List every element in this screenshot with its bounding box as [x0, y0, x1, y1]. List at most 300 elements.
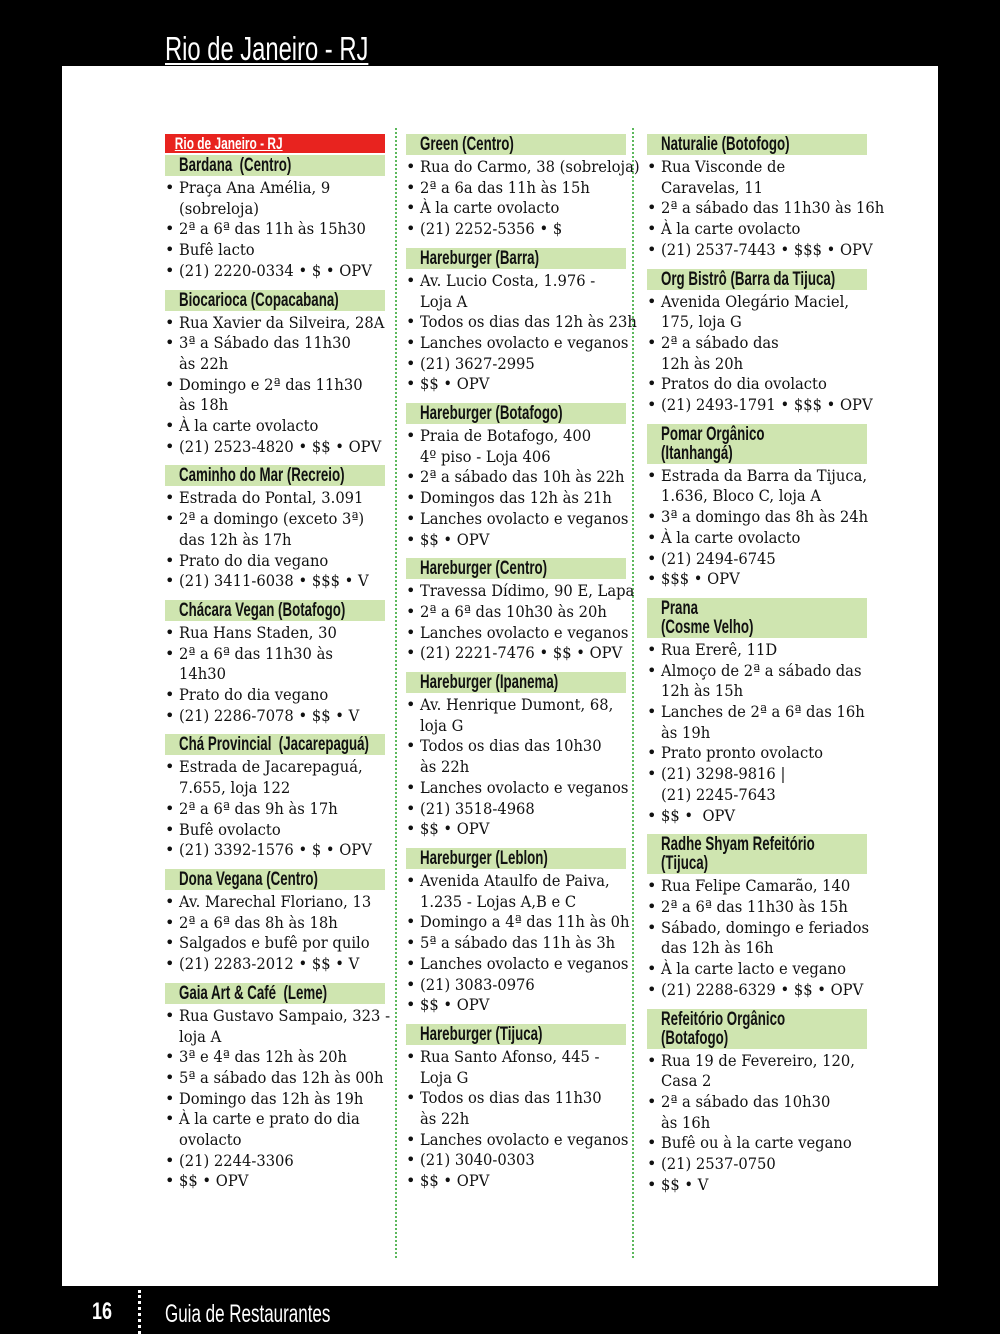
restaurant-details — [165, 488, 385, 592]
restaurant-name: Biocarioca (Copacabana) — [179, 289, 339, 311]
detail-line — [165, 1005, 391, 1027]
detail-text: 1.636, Bloco C, loja A — [661, 486, 821, 506]
restaurant-entry — [165, 982, 391, 1192]
restaurant-entry — [406, 1023, 629, 1192]
detail-line — [406, 1150, 626, 1171]
column-divider — [632, 128, 634, 1258]
detail-text: Lanches ovolacto e veganos — [420, 332, 629, 352]
detail-text: À la carte ovolacto — [661, 219, 801, 239]
detail-text: 175, loja G — [661, 312, 742, 332]
detail-text: Lanches ovolacto e veganos — [420, 953, 629, 973]
restaurant-entry — [406, 247, 637, 395]
detail-line — [647, 486, 867, 507]
detail-text: Rua Hans Staden, 30 — [179, 622, 337, 642]
detail-line — [647, 980, 867, 1001]
detail-line — [647, 897, 867, 918]
detail-line — [406, 643, 626, 664]
detail-text: às 22h — [420, 1109, 470, 1129]
detail-text: (21) 3518-4968 — [420, 798, 535, 818]
detail-line — [647, 569, 867, 590]
detail-text: (21) 2523-4820 • $$ • OPV — [179, 436, 382, 456]
detail-line — [647, 354, 867, 375]
detail-text: Rua Gustavo Sampaio, 323 - — [179, 1005, 391, 1025]
detail-line — [165, 416, 385, 437]
restaurant-name: Pomar Orgânico (Itanhangá) — [661, 423, 765, 464]
detail-text: 2ª a sábado das 11h30 às 16h — [661, 198, 885, 218]
detail-line — [165, 954, 385, 975]
detail-line — [406, 602, 626, 623]
restaurant-details — [406, 426, 629, 550]
detail-text: Estrada de Jacarepaguá, — [179, 757, 363, 777]
detail-text: Av. Lucio Costa, 1.976 - — [420, 270, 596, 290]
restaurant-name-bar — [165, 465, 385, 486]
detail-text: À la carte lacto e vegano — [661, 959, 846, 979]
detail-text: Rua Santo Afonso, 445 - — [420, 1046, 600, 1066]
detail-text: 5ª a sábado das 11h às 3h — [420, 933, 616, 953]
detail-text: 2ª a 6ª das 11h30 às — [179, 643, 333, 663]
region-header — [165, 134, 385, 153]
detail-text: 12h às 20h — [661, 353, 744, 373]
detail-line — [406, 354, 626, 375]
detail-line — [406, 467, 626, 488]
detail-line — [647, 466, 867, 487]
restaurant-entry — [165, 155, 385, 282]
restaurant-details — [647, 1051, 867, 1196]
restaurant-name-bar — [647, 134, 867, 155]
detail-line — [165, 644, 385, 665]
detail-text: 2ª a 6ª das 9h às 17h — [179, 798, 338, 818]
detail-text: Lanches ovolacto e veganos — [420, 777, 629, 797]
detail-text: loja A — [179, 1026, 222, 1046]
restaurant-name-bar — [165, 983, 385, 1004]
restaurant-entry — [647, 598, 867, 826]
detail-text: Rua Xavier da Silveira, 28A — [179, 312, 385, 332]
detail-line — [165, 313, 385, 334]
detail-text: $$ • OPV — [420, 374, 490, 394]
detail-line — [165, 530, 385, 551]
detail-line — [406, 819, 626, 840]
restaurant-name-bar — [406, 134, 626, 155]
detail-line — [647, 178, 867, 199]
detail-line — [406, 530, 626, 551]
detail-line — [165, 1171, 385, 1192]
detail-text: (21) 2221-7476 • $$ • OPV — [420, 643, 623, 663]
detail-text: 2ª a 6a das 11h às 15h — [420, 177, 590, 197]
detail-text: $$ • OPV — [661, 805, 736, 825]
detail-line — [406, 716, 626, 737]
restaurant-name: Caminho do Mar (Recreio) — [179, 465, 345, 487]
detail-line — [406, 1129, 629, 1151]
detail-text: (21) 2288-6329 • $$ • OPV — [661, 979, 864, 999]
detail-line — [165, 437, 385, 458]
detail-line — [406, 488, 626, 509]
detail-line — [165, 375, 385, 396]
detail-line — [647, 157, 867, 178]
restaurant-entry — [647, 424, 867, 590]
detail-line — [406, 871, 626, 892]
restaurant-name: Naturalie (Botofogo) — [661, 134, 790, 155]
detail-text: 3ª a Sábado das 11h30 — [179, 333, 351, 353]
restaurant-entry — [165, 465, 385, 592]
detail-text: (21) 2252-5356 • $ — [420, 219, 563, 239]
restaurant-name: Hareburger (Ipanema) — [420, 672, 559, 694]
detail-line — [406, 912, 630, 933]
detail-line — [647, 785, 867, 806]
detail-text: Rua Ererê, 11D — [661, 639, 778, 659]
restaurant-name-bar — [165, 600, 385, 621]
restaurant-details — [165, 892, 385, 975]
detail-line — [647, 917, 870, 939]
restaurant-details — [406, 695, 629, 840]
detail-text: Lanches de 2ª a 6ª das 16h — [661, 702, 865, 722]
detail-line — [647, 702, 867, 723]
detail-text: às 16h — [661, 1112, 711, 1132]
detail-text: 14h30 — [179, 664, 226, 684]
detail-line — [406, 374, 626, 395]
detail-line — [406, 622, 629, 644]
detail-text: Lanches ovolacto e veganos — [420, 1129, 629, 1149]
detail-text: (21) 3298-9816 | — [661, 764, 786, 784]
detail-text: Todos os dias das 10h30 — [420, 736, 602, 756]
restaurant-entry — [165, 600, 385, 727]
detail-text: (21) 2537-0750 — [661, 1154, 776, 1174]
detail-line — [406, 271, 626, 292]
detail-line — [647, 938, 867, 959]
restaurant-name: Bardana (Centro) — [179, 155, 292, 176]
restaurant-details — [647, 876, 870, 1000]
detail-line — [406, 1171, 626, 1192]
detail-text: 2ª a 6ª das 8h às 18h — [179, 912, 338, 932]
detail-text: Av. Marechal Floriano, 13 — [179, 891, 372, 911]
page-title: Rio de Janeiro - RJ — [165, 30, 369, 67]
detail-line — [406, 332, 629, 354]
detail-text: (21) 2537-7443 • $$$ • OPV — [661, 239, 873, 259]
detail-text: Av. Henrique Dumont, 68, — [420, 695, 614, 715]
restaurant-name: Org Bistrô (Barra da Tijuca) — [661, 268, 836, 290]
restaurant-details — [165, 623, 385, 727]
detail-text: Praça Ana Amélia, 9 — [179, 178, 331, 197]
detail-line — [406, 198, 626, 219]
restaurant-name-bar — [165, 290, 385, 311]
restaurant-entry — [165, 734, 385, 861]
restaurant-details — [406, 581, 635, 664]
detail-text: (21) 2245-7643 — [661, 784, 776, 804]
detail-line — [406, 157, 640, 178]
detail-line — [165, 395, 385, 416]
detail-text: $$ • OPV — [420, 995, 490, 1015]
detail-text: 1.235 - Lojas A,B e C — [420, 891, 577, 911]
detail-text: $$ • OPV — [420, 1171, 490, 1191]
detail-text: $$ • OPV — [420, 529, 490, 549]
detail-text: (21) 2494-6745 — [661, 548, 776, 568]
detail-text: Travessa Dídimo, 90 E, Lapa — [420, 581, 635, 601]
detail-line — [165, 509, 385, 530]
detail-text: Todos os dias das 11h30 — [420, 1088, 602, 1108]
restaurant-entry — [647, 834, 870, 1000]
footer-separator — [138, 1290, 141, 1334]
detail-text: $$$ • OPV — [661, 569, 740, 589]
detail-line — [647, 723, 867, 744]
detail-text: Prato do dia vegano — [179, 550, 329, 570]
detail-text: 4º piso - Loja 406 — [420, 446, 551, 466]
detail-text: Bufê lacto — [179, 240, 255, 260]
detail-line — [647, 681, 867, 702]
restaurant-details — [647, 291, 873, 416]
detail-text: às 19h — [661, 722, 711, 742]
region-header-label: Rio de Janeiro - RJ — [174, 134, 283, 153]
detail-line — [165, 333, 385, 354]
detail-text: 3ª e 4ª das 12h às 20h — [179, 1047, 348, 1067]
detail-line — [165, 820, 385, 841]
detail-text: (21) 2493-1791 • $$$ • OPV — [661, 395, 873, 415]
restaurant-entry — [406, 847, 630, 1016]
detail-text: 12h às 15h — [661, 681, 744, 701]
detail-line — [165, 1130, 385, 1151]
detail-text: às 22h — [179, 353, 229, 373]
detail-text: À la carte ovolacto — [179, 416, 319, 436]
detail-line — [406, 219, 626, 240]
detail-line — [165, 706, 385, 727]
detail-line — [165, 551, 385, 572]
restaurant-details — [165, 757, 385, 861]
detail-line — [165, 778, 385, 799]
detail-text: (21) 3627-2995 — [420, 353, 535, 373]
detail-line — [165, 571, 385, 592]
detail-text: Caravelas, 11 — [661, 177, 764, 197]
detail-text: À la carte ovolacto — [661, 527, 801, 547]
detail-text: 2ª a 6ª das 11h30 às 15h — [661, 896, 848, 916]
detail-line — [165, 664, 385, 685]
detail-text: Prato pronto ovolacto — [661, 743, 823, 763]
detail-line — [165, 757, 385, 778]
detail-line — [647, 661, 867, 682]
detail-text: Bufê ou à la carte vegano — [661, 1133, 852, 1153]
detail-line — [406, 995, 626, 1016]
detail-text: Rua Visconde de — [661, 157, 786, 176]
detail-text: 2ª a domingo (exceto 3ª) — [179, 509, 365, 529]
restaurant-entry — [647, 1009, 867, 1196]
detail-line — [647, 1071, 867, 1092]
restaurant-name-bar — [647, 269, 867, 290]
detail-text: (21) 2244-3306 — [179, 1150, 294, 1170]
detail-text: 2ª a sábado das — [661, 332, 779, 352]
detail-line — [165, 840, 385, 861]
detail-text: 2ª a sábado das 10h30 — [661, 1091, 831, 1111]
detail-text: Lanches ovolacto e veganos — [420, 622, 629, 642]
restaurant-entry — [647, 268, 873, 416]
restaurant-details — [647, 640, 867, 826]
detail-line — [165, 199, 385, 220]
restaurant-name: Hareburger (Leblon) — [420, 847, 548, 869]
restaurant-details — [165, 313, 385, 458]
detail-text: Rua do Carmo, 38 (sobreloja) — [420, 157, 640, 176]
detail-line — [647, 507, 867, 528]
restaurant-name: Radhe Shyam Refeitório (Tijuca) — [661, 834, 815, 875]
detail-line — [406, 777, 629, 799]
restaurant-entry — [406, 134, 640, 240]
restaurant-name-bar — [406, 558, 626, 579]
detail-line — [406, 695, 626, 716]
detail-line — [406, 292, 626, 313]
detail-line — [165, 1151, 385, 1172]
detail-line — [647, 219, 867, 240]
restaurant-name-bar — [647, 598, 867, 638]
detail-line — [165, 354, 385, 375]
restaurant-name-bar — [647, 834, 867, 874]
restaurant-details — [406, 1046, 629, 1192]
restaurant-name-bar — [406, 848, 626, 869]
detail-text: Sábado, domingo e feriados — [661, 917, 870, 937]
detail-line — [406, 426, 626, 447]
detail-text: Loja G — [420, 1067, 469, 1087]
restaurant-name: Chá Provincial (Jacarepaguá) — [179, 734, 369, 756]
detail-line — [406, 1088, 626, 1109]
detail-text: Lanches ovolacto e veganos — [420, 508, 629, 528]
restaurant-name-bar — [406, 672, 626, 693]
restaurant-details — [406, 870, 630, 1016]
detail-text: Rua Felipe Camarão, 140 — [661, 876, 851, 896]
detail-text: às 18h — [179, 395, 229, 415]
detail-text: das 12h às 16h — [661, 938, 774, 958]
detail-line — [406, 447, 626, 468]
detail-text: (21) 3411-6038 • $$$ • V — [179, 571, 369, 591]
detail-text: Salgados e bufê por quilo — [179, 933, 370, 953]
restaurant-entry — [165, 290, 385, 458]
restaurant-name-bar — [406, 403, 626, 424]
detail-text: Rua 19 de Fevereiro, 120, — [661, 1050, 855, 1070]
column-2 — [406, 134, 640, 1200]
detail-text: Bufê ovolacto — [179, 819, 281, 839]
detail-text: $$ • OPV — [420, 819, 490, 839]
restaurant-details — [406, 157, 640, 240]
detail-line — [647, 374, 867, 395]
detail-line — [406, 892, 626, 913]
detail-line — [406, 975, 626, 996]
restaurant-name-bar — [647, 1009, 867, 1049]
column-1 — [165, 134, 391, 1200]
detail-text: 7.655, loja 122 — [179, 778, 291, 798]
detail-line — [165, 892, 385, 913]
detail-line — [406, 799, 626, 820]
restaurant-name: Hareburger (Tijuca) — [420, 1023, 543, 1045]
detail-text: Avenida Olegário Maciel, — [661, 291, 849, 311]
detail-line — [165, 933, 385, 954]
page-number: 16 — [92, 1298, 113, 1325]
restaurant-details — [406, 270, 637, 395]
restaurant-entry — [406, 403, 629, 550]
detail-text: 2ª a sábado das 10h às 22h — [420, 467, 625, 487]
detail-line — [165, 178, 385, 199]
detail-line — [647, 312, 867, 333]
detail-line — [165, 685, 385, 706]
detail-text: (21) 2286-7078 • $$ • V — [179, 705, 360, 725]
restaurant-details — [647, 466, 867, 590]
detail-text: Loja A — [420, 291, 468, 311]
detail-line — [647, 806, 867, 827]
restaurant-name-bar — [165, 155, 385, 176]
detail-text: loja G — [420, 715, 464, 735]
detail-line — [647, 1154, 867, 1175]
detail-line — [165, 1047, 385, 1068]
detail-text: das 12h às 17h — [179, 529, 292, 549]
detail-line — [406, 1047, 626, 1068]
restaurant-name: Refeitório Orgânico (Botafogo) — [661, 1008, 786, 1049]
restaurant-details — [647, 157, 885, 261]
detail-line — [647, 395, 873, 416]
detail-line — [165, 1109, 385, 1130]
detail-text: 3ª a domingo das 8h às 24h — [661, 507, 869, 527]
detail-line — [406, 508, 629, 530]
column-3 — [647, 134, 885, 1203]
restaurant-name-bar — [406, 1024, 626, 1045]
restaurant-name: Prana (Cosme Velho) — [661, 597, 754, 638]
detail-text: (sobreloja) — [179, 198, 259, 218]
restaurant-name: Hareburger (Barra) — [420, 247, 539, 269]
detail-line — [406, 1109, 626, 1130]
detail-text: À la carte ovolacto — [420, 198, 560, 218]
detail-text: Todos os dias das 12h às 23h — [420, 312, 637, 332]
detail-line — [647, 198, 885, 219]
detail-text: Domingo e 2ª das 11h30 — [179, 374, 363, 394]
detail-text: $$ • V — [661, 1174, 709, 1194]
detail-line — [647, 1113, 867, 1134]
detail-text: Pratos do dia ovolacto — [661, 374, 827, 394]
restaurant-name: Chácara Vegan (Botafogo) — [179, 599, 346, 621]
detail-text: Prato do dia vegano — [179, 685, 329, 705]
detail-text: $$ • OPV — [179, 1171, 249, 1191]
restaurant-name: Dona Vegana (Centro) — [179, 868, 318, 890]
detail-line — [165, 488, 385, 509]
restaurant-details — [165, 1005, 391, 1192]
detail-line — [406, 953, 629, 975]
detail-line — [647, 292, 867, 313]
detail-line — [406, 736, 626, 757]
detail-line — [406, 581, 635, 602]
detail-line — [647, 1051, 867, 1072]
detail-text: À la carte e prato do dia — [179, 1109, 360, 1129]
detail-line — [165, 219, 385, 240]
detail-line — [165, 913, 385, 934]
detail-line — [647, 549, 867, 570]
detail-line — [165, 799, 385, 820]
restaurant-name-bar — [647, 424, 867, 464]
detail-line — [165, 1089, 385, 1110]
restaurant-entry — [406, 558, 635, 664]
restaurant-entry — [165, 869, 385, 975]
detail-text: (21) 3392-1576 • $ • OPV — [179, 840, 372, 860]
detail-line — [647, 528, 867, 549]
footer-title: Guia de Restaurantes — [165, 1300, 331, 1328]
restaurant-name-bar — [406, 248, 626, 269]
detail-text: (21) 2283-2012 • $$ • V — [179, 954, 360, 974]
restaurant-name: Green (Centro) — [420, 134, 514, 155]
detail-text: Domingos das 12h às 21h — [420, 488, 612, 508]
detail-text: Praia de Botafogo, 400 — [420, 426, 592, 446]
detail-line — [647, 876, 867, 897]
detail-text: Avenida Ataulfo de Paiva, — [420, 870, 610, 890]
restaurant-details — [165, 178, 385, 282]
detail-line — [406, 178, 626, 199]
detail-line — [647, 743, 867, 764]
detail-text: Domingo a 4ª das 11h às 0h — [420, 912, 630, 932]
detail-line — [647, 640, 867, 661]
detail-text: 5ª a sábado das 12h às 00h — [179, 1067, 384, 1087]
detail-text: (21) 2220-0334 • $ • OPV — [179, 260, 372, 280]
detail-line — [406, 757, 626, 778]
detail-line — [647, 959, 867, 980]
restaurant-name-bar — [165, 869, 385, 890]
restaurant-name-bar — [165, 734, 385, 755]
